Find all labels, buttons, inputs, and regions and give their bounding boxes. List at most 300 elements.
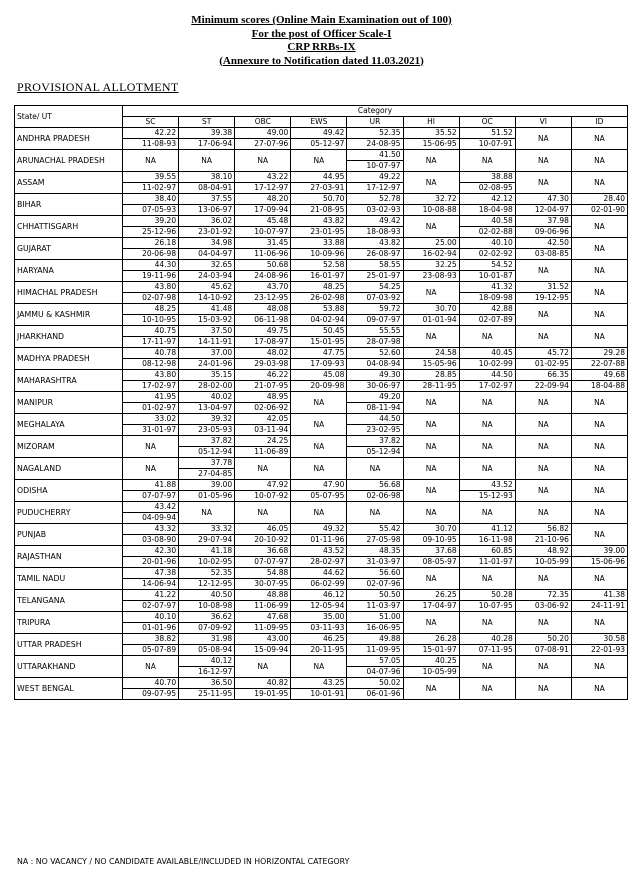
score-cell: 55.42 — [347, 524, 403, 535]
score-cell: 31.52 — [515, 282, 571, 293]
cutoff-dob-cell: 07-11-95 — [459, 645, 515, 656]
cutoff-dob-cell: 23-01-92 — [179, 227, 235, 238]
na-cell: NA — [571, 216, 627, 238]
cutoff-dob-cell: 01-05-96 — [179, 491, 235, 502]
cutoff-dob-cell: 02-08-95 — [459, 183, 515, 194]
cutoff-dob-cell: 19-12-95 — [515, 293, 571, 304]
score-cell: 40.78 — [123, 348, 179, 359]
score-cell: 47.90 — [291, 480, 347, 491]
score-cell: 48.88 — [235, 590, 291, 601]
score-cell: 39.32 — [179, 414, 235, 425]
score-cell: 39.38 — [179, 128, 235, 139]
cutoff-dob-cell: 15-12-93 — [459, 491, 515, 502]
score-cell: 42.12 — [459, 194, 515, 205]
category-header: Category — [123, 106, 628, 117]
score-cell: 43.32 — [123, 524, 179, 535]
score-cell: 45.48 — [235, 216, 291, 227]
state-name: ODISHA — [15, 480, 123, 502]
cutoff-dob-cell: 16-06-95 — [347, 623, 403, 634]
cutoff-dob-cell: 15-01-97 — [403, 645, 459, 656]
cutoff-dob-cell: 28-11-95 — [403, 381, 459, 392]
cutoff-dob-cell: 10-01-87 — [459, 271, 515, 282]
na-cell: NA — [403, 392, 459, 414]
cutoff-dob-cell: 05-12-94 — [179, 447, 235, 458]
score-cell: 39.20 — [123, 216, 179, 227]
score-cell: 36.02 — [179, 216, 235, 227]
na-cell: NA — [459, 458, 515, 480]
cutoff-dob-cell: 12-04-97 — [515, 205, 571, 216]
na-cell: NA — [515, 172, 571, 194]
state-name: RAJASTHAN — [15, 546, 123, 568]
cutoff-dob-cell: 25-12-96 — [123, 227, 179, 238]
score-cell: 37.78 — [179, 458, 235, 469]
cutoff-dob-cell: 23-01-95 — [291, 227, 347, 238]
cutoff-dob-cell: 15-06-95 — [403, 139, 459, 150]
na-cell: NA — [571, 150, 627, 172]
score-cell: 56.68 — [347, 480, 403, 491]
score-cell: 47.30 — [515, 194, 571, 205]
cutoff-dob-cell: 04-09-94 — [123, 513, 179, 524]
cutoff-dob-cell: 11-06-89 — [235, 447, 291, 458]
na-cell: NA — [571, 502, 627, 524]
score-cell: 44.50 — [459, 370, 515, 381]
cutoff-dob-cell: 23-05-93 — [179, 425, 235, 436]
score-cell: 53.88 — [291, 304, 347, 315]
cutoff-dob-cell: 01-01-96 — [123, 623, 179, 634]
score-cell: 45.72 — [515, 348, 571, 359]
cutoff-dob-cell: 17-06-94 — [179, 139, 235, 150]
na-cell: NA — [123, 656, 179, 678]
score-cell: 28.40 — [571, 194, 627, 205]
table-row — [15, 172, 628, 183]
cutoff-dob-cell: 15-03-92 — [179, 315, 235, 326]
score-cell: 43.22 — [235, 172, 291, 183]
table-row — [15, 502, 628, 513]
na-cell: NA — [291, 414, 347, 436]
score-cell: 40.28 — [459, 634, 515, 645]
table-row — [15, 216, 628, 227]
score-cell: 50.68 — [235, 260, 291, 271]
cutoff-dob-cell: 27-04-85 — [179, 469, 235, 480]
na-cell: NA — [515, 678, 571, 700]
na-cell: NA — [571, 282, 627, 304]
cutoff-dob-cell: 09-07-97 — [347, 315, 403, 326]
score-cell: 40.82 — [235, 678, 291, 689]
na-cell: NA — [347, 458, 403, 480]
na-cell: NA — [571, 458, 627, 480]
na-cell: NA — [515, 128, 571, 150]
cutoff-dob-cell: 07-05-93 — [123, 205, 179, 216]
score-cell: 42.88 — [459, 304, 515, 315]
na-cell: NA — [515, 568, 571, 590]
cutoff-dob-cell: 14-06-94 — [123, 579, 179, 590]
score-cell: 43.82 — [291, 216, 347, 227]
na-cell: NA — [459, 502, 515, 524]
score-cell: 42.30 — [123, 546, 179, 557]
column-header-st: ST — [179, 117, 235, 128]
cutoff-dob-cell: 10-05-99 — [403, 667, 459, 678]
na-cell: NA — [403, 172, 459, 194]
table-row — [15, 546, 628, 557]
column-header-id: ID — [571, 117, 627, 128]
minimum-scores-table — [14, 105, 628, 700]
na-cell: NA — [515, 392, 571, 414]
table-row — [15, 612, 628, 623]
cutoff-dob-cell: 05-12-97 — [291, 139, 347, 150]
cutoff-dob-cell: 12-12-95 — [179, 579, 235, 590]
score-cell: 47.92 — [235, 480, 291, 491]
na-cell: NA — [291, 458, 347, 480]
state-column-header: State/ UT — [15, 106, 123, 128]
na-cell: NA — [403, 216, 459, 238]
score-cell: 47.68 — [235, 612, 291, 623]
table-row — [15, 128, 628, 139]
score-cell: 38.82 — [123, 634, 179, 645]
score-cell: 43.52 — [459, 480, 515, 491]
cutoff-dob-cell: 27-03-91 — [291, 183, 347, 194]
table-row — [15, 282, 628, 293]
table-row — [15, 150, 628, 161]
state-name: CHHATTISGARH — [15, 216, 123, 238]
cutoff-dob-cell: 08-04-91 — [179, 183, 235, 194]
na-cell: NA — [179, 150, 235, 172]
score-cell: 54.88 — [235, 568, 291, 579]
cutoff-dob-cell: 03-11-93 — [291, 623, 347, 634]
score-cell: 31.45 — [235, 238, 291, 249]
na-cell: NA — [515, 150, 571, 172]
score-cell: 43.00 — [235, 634, 291, 645]
cutoff-dob-cell: 02-07-97 — [123, 601, 179, 612]
cutoff-dob-cell: 11-09-95 — [347, 645, 403, 656]
state-name: HIMACHAL PRADESH — [15, 282, 123, 304]
score-cell: 41.18 — [179, 546, 235, 557]
cutoff-dob-cell: 21-08-95 — [291, 205, 347, 216]
header-line-1: Minimum scores (Online Main Examination out of 100) — [191, 14, 452, 26]
cutoff-dob-cell: 18-04-98 — [459, 205, 515, 216]
state-name: MANIPUR — [15, 392, 123, 414]
na-cell: NA — [291, 502, 347, 524]
score-cell: 35.15 — [179, 370, 235, 381]
cutoff-dob-cell: 17-09-94 — [235, 205, 291, 216]
score-cell: 44.95 — [291, 172, 347, 183]
score-cell: 44.62 — [291, 568, 347, 579]
score-cell: 72.35 — [515, 590, 571, 601]
cutoff-dob-cell: 05-12-94 — [347, 447, 403, 458]
na-cell: NA — [571, 480, 627, 502]
table-row — [15, 348, 628, 359]
cutoff-dob-cell: 31-03-97 — [347, 557, 403, 568]
table-row — [15, 414, 628, 425]
header-line-4: (Annexure to Notification dated 11.03.2021) — [219, 54, 424, 67]
score-cell: 48.92 — [515, 546, 571, 557]
cutoff-dob-cell: 09-10-95 — [403, 535, 459, 546]
na-cell: NA — [403, 678, 459, 700]
score-cell: 37.98 — [515, 216, 571, 227]
na-cell: NA — [571, 128, 627, 150]
state-name: ANDHRA PRADESH — [15, 128, 123, 150]
score-cell: 40.25 — [403, 656, 459, 667]
cutoff-dob-cell: 29-03-98 — [235, 359, 291, 370]
na-cell: NA — [571, 392, 627, 414]
cutoff-dob-cell: 10-08-88 — [403, 205, 459, 216]
score-cell: 25.00 — [403, 238, 459, 249]
score-cell: 49.42 — [291, 128, 347, 139]
cutoff-dob-cell: 24-03-94 — [179, 271, 235, 282]
cutoff-dob-cell: 23-12-95 — [235, 293, 291, 304]
column-header-obc: OBC — [235, 117, 291, 128]
table-row — [15, 392, 628, 403]
score-cell: 50.20 — [515, 634, 571, 645]
cutoff-dob-cell: 02-02-88 — [459, 227, 515, 238]
na-cell: NA — [459, 612, 515, 634]
score-cell: 40.58 — [459, 216, 515, 227]
cutoff-dob-cell: 30-06-97 — [347, 381, 403, 392]
cutoff-dob-cell: 07-03-92 — [347, 293, 403, 304]
score-cell: 46.25 — [291, 634, 347, 645]
score-cell: 43.82 — [347, 238, 403, 249]
cutoff-dob-cell: 28-02-97 — [291, 557, 347, 568]
na-cell: NA — [403, 282, 459, 304]
cutoff-dob-cell: 18-04-88 — [571, 381, 627, 392]
na-cell: NA — [571, 260, 627, 282]
score-cell: 33.02 — [123, 414, 179, 425]
na-cell: NA — [515, 480, 571, 502]
na-cell: NA — [459, 150, 515, 172]
score-cell: 24.25 — [235, 436, 291, 447]
state-name: UTTARAKHAND — [15, 656, 123, 678]
state-name: BIHAR — [15, 194, 123, 216]
cutoff-dob-cell: 10-02-99 — [459, 359, 515, 370]
score-cell: 46.22 — [235, 370, 291, 381]
cutoff-dob-cell: 30-07-95 — [235, 579, 291, 590]
score-cell: 29.28 — [571, 348, 627, 359]
cutoff-dob-cell: 02-06-92 — [235, 403, 291, 414]
score-cell: 35.00 — [291, 612, 347, 623]
cutoff-dob-cell: 20-10-92 — [235, 535, 291, 546]
score-cell: 48.08 — [235, 304, 291, 315]
cutoff-dob-cell: 09-07-95 — [123, 689, 179, 700]
cutoff-dob-cell: 06-01-96 — [347, 689, 403, 700]
table-row — [15, 634, 628, 645]
cutoff-dob-cell: 15-05-96 — [403, 359, 459, 370]
footnote: NA : NO VACANCY / NO CANDIDATE AVAILABLE/INCLUDED IN HORIZONTAL CATEGORY — [17, 857, 350, 866]
cutoff-dob-cell: 03-08-90 — [123, 535, 179, 546]
cutoff-dob-cell: 01-01-94 — [403, 315, 459, 326]
table-row — [15, 238, 628, 249]
cutoff-dob-cell: 20-01-96 — [123, 557, 179, 568]
cutoff-dob-cell: 09-06-96 — [515, 227, 571, 238]
cutoff-dob-cell: 10-07-92 — [235, 491, 291, 502]
cutoff-dob-cell: 11-01-97 — [459, 557, 515, 568]
table-row — [15, 458, 628, 469]
cutoff-dob-cell: 11-09-95 — [235, 623, 291, 634]
score-cell: 48.02 — [235, 348, 291, 359]
score-cell: 40.10 — [459, 238, 515, 249]
state-name: TELANGANA — [15, 590, 123, 612]
cutoff-dob-cell: 13-04-97 — [179, 403, 235, 414]
na-cell: NA — [459, 326, 515, 348]
cutoff-dob-cell: 07-09-92 — [179, 623, 235, 634]
na-cell: NA — [403, 414, 459, 436]
na-cell: NA — [291, 150, 347, 172]
cutoff-dob-cell: 10-05-99 — [515, 557, 571, 568]
score-cell: 49.88 — [347, 634, 403, 645]
score-cell: 50.70 — [291, 194, 347, 205]
table-row — [15, 590, 628, 601]
score-cell: 59.72 — [347, 304, 403, 315]
cutoff-dob-cell: 03-08-85 — [515, 249, 571, 260]
cutoff-dob-cell: 10-09-96 — [291, 249, 347, 260]
document-header — [0, 14, 643, 68]
na-cell: NA — [235, 502, 291, 524]
score-cell: 30.70 — [403, 524, 459, 535]
na-cell: NA — [403, 150, 459, 172]
score-cell: 43.25 — [291, 678, 347, 689]
table-row — [15, 326, 628, 337]
score-cell: 52.35 — [347, 128, 403, 139]
cutoff-dob-cell: 16-02-94 — [403, 249, 459, 260]
score-cell: 44.50 — [347, 414, 403, 425]
cutoff-dob-cell: 08-11-94 — [347, 403, 403, 414]
na-cell: NA — [515, 304, 571, 326]
na-cell: NA — [571, 678, 627, 700]
cutoff-dob-cell: 23-08-93 — [403, 271, 459, 282]
score-cell: 40.50 — [179, 590, 235, 601]
cutoff-dob-cell: 17-02-97 — [123, 381, 179, 392]
cutoff-dob-cell: 02-06-98 — [347, 491, 403, 502]
cutoff-dob-cell: 03-11-94 — [235, 425, 291, 436]
cutoff-dob-cell: 07-07-97 — [235, 557, 291, 568]
na-cell: NA — [571, 172, 627, 194]
cutoff-dob-cell: 19-01-95 — [235, 689, 291, 700]
na-cell: NA — [403, 480, 459, 502]
score-cell: 41.22 — [123, 590, 179, 601]
cutoff-dob-cell: 15-01-95 — [291, 337, 347, 348]
cutoff-dob-cell: 04-08-94 — [347, 359, 403, 370]
score-cell: 60.85 — [459, 546, 515, 557]
score-cell: 52.58 — [291, 260, 347, 271]
cutoff-dob-cell: 15-06-96 — [571, 557, 627, 568]
table-row — [15, 568, 628, 579]
table-row — [15, 678, 628, 689]
cutoff-dob-cell: 28-07-98 — [347, 337, 403, 348]
score-cell: 26.28 — [403, 634, 459, 645]
score-cell: 37.68 — [403, 546, 459, 557]
cutoff-dob-cell: 02-07-98 — [123, 293, 179, 304]
score-cell: 48.25 — [291, 282, 347, 293]
cutoff-dob-cell: 16-11-98 — [459, 535, 515, 546]
cutoff-dob-cell: 14-10-92 — [179, 293, 235, 304]
na-cell: NA — [179, 502, 235, 524]
na-cell: NA — [515, 436, 571, 458]
cutoff-dob-cell: 18-08-93 — [347, 227, 403, 238]
score-cell: 40.10 — [123, 612, 179, 623]
score-cell: 38.40 — [123, 194, 179, 205]
cutoff-dob-cell: 28-02-00 — [179, 381, 235, 392]
score-cell: 49.68 — [571, 370, 627, 381]
state-name: JHARKHAND — [15, 326, 123, 348]
na-cell: NA — [403, 612, 459, 634]
column-header-ews: EWS — [291, 117, 347, 128]
score-cell: 41.38 — [571, 590, 627, 601]
score-cell: 36.68 — [235, 546, 291, 557]
cutoff-dob-cell: 26-02-98 — [291, 293, 347, 304]
state-name: MADHYA PRADESH — [15, 348, 123, 370]
score-cell: 54.25 — [347, 282, 403, 293]
score-cell: 41.32 — [459, 282, 515, 293]
cutoff-dob-cell: 07-08-91 — [515, 645, 571, 656]
state-name: TAMIL NADU — [15, 568, 123, 590]
score-cell: 49.42 — [347, 216, 403, 227]
na-cell: NA — [515, 612, 571, 634]
score-cell: 52.35 — [179, 568, 235, 579]
score-cell: 37.55 — [179, 194, 235, 205]
cutoff-dob-cell: 10-07-97 — [235, 227, 291, 238]
score-cell: 37.00 — [179, 348, 235, 359]
na-cell: NA — [403, 502, 459, 524]
na-cell: NA — [403, 458, 459, 480]
score-cell: 39.00 — [571, 546, 627, 557]
na-cell: NA — [571, 326, 627, 348]
score-cell: 48.35 — [347, 546, 403, 557]
cutoff-dob-cell: 13-06-97 — [179, 205, 235, 216]
cutoff-dob-cell: 19-11-96 — [123, 271, 179, 282]
cutoff-dob-cell: 11-02-97 — [123, 183, 179, 194]
score-cell: 47.75 — [291, 348, 347, 359]
cutoff-dob-cell: 11-06-96 — [235, 249, 291, 260]
score-cell: 41.50 — [347, 150, 403, 161]
score-cell: 41.95 — [123, 392, 179, 403]
na-cell: NA — [515, 326, 571, 348]
na-cell: NA — [515, 502, 571, 524]
cutoff-dob-cell: 17-04-97 — [403, 601, 459, 612]
na-cell: NA — [515, 656, 571, 678]
na-cell: NA — [515, 414, 571, 436]
cutoff-dob-cell: 10-07-95 — [459, 601, 515, 612]
cutoff-dob-cell: 15-09-94 — [235, 645, 291, 656]
state-name: JAMMU & KASHMIR — [15, 304, 123, 326]
cutoff-dob-cell: 21-07-95 — [235, 381, 291, 392]
score-cell: 55.55 — [347, 326, 403, 337]
score-cell: 36.50 — [179, 678, 235, 689]
na-cell: NA — [403, 568, 459, 590]
state-name: WEST BENGAL — [15, 678, 123, 700]
state-name: PUDUCHERRY — [15, 502, 123, 524]
na-cell: NA — [571, 304, 627, 326]
cutoff-dob-cell: 29-07-94 — [179, 535, 235, 546]
score-cell: 54.52 — [459, 260, 515, 271]
score-cell: 42.05 — [235, 414, 291, 425]
score-cell: 30.58 — [571, 634, 627, 645]
score-cell: 40.45 — [459, 348, 515, 359]
cutoff-dob-cell: 02-07-96 — [347, 579, 403, 590]
state-name: HARYANA — [15, 260, 123, 282]
cutoff-dob-cell: 10-02-95 — [179, 557, 235, 568]
score-cell: 42.22 — [123, 128, 179, 139]
table-row — [15, 370, 628, 381]
score-cell: 47.38 — [123, 568, 179, 579]
cutoff-dob-cell: 02-07-89 — [459, 315, 515, 326]
score-cell: 36.62 — [179, 612, 235, 623]
cutoff-dob-cell: 04-04-97 — [179, 249, 235, 260]
score-cell: 49.75 — [235, 326, 291, 337]
score-cell: 46.05 — [235, 524, 291, 535]
cutoff-dob-cell: 17-02-97 — [459, 381, 515, 392]
cutoff-dob-cell: 17-12-97 — [235, 183, 291, 194]
cutoff-dob-cell: 20-09-98 — [291, 381, 347, 392]
score-cell: 40.75 — [123, 326, 179, 337]
cutoff-dob-cell: 10-08-98 — [179, 601, 235, 612]
